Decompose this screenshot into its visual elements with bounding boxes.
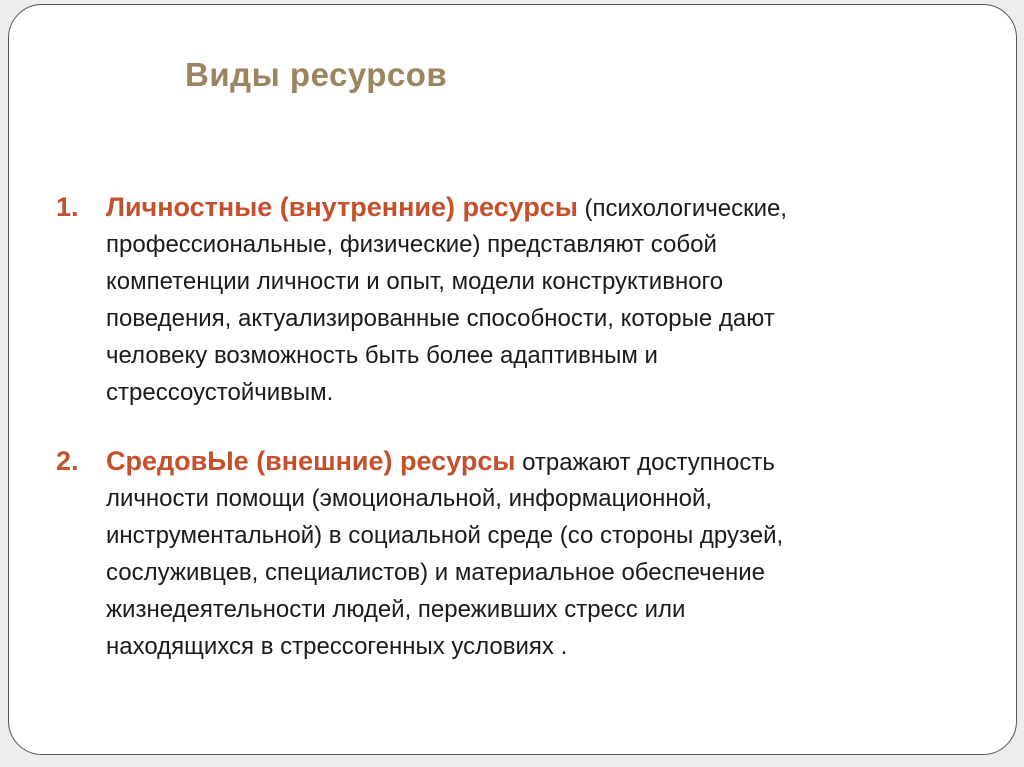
text-line	[106, 189, 906, 226]
text-line	[106, 337, 906, 374]
list-item-number: 1.	[56, 192, 79, 222]
presentation-slide	[8, 4, 1017, 755]
body-text: компетенции личности и опыт, модели конструктивного	[106, 268, 724, 295]
text-line	[106, 517, 906, 554]
list-item	[56, 443, 906, 665]
body-text: (психологические,	[577, 195, 788, 222]
text-line	[106, 480, 906, 517]
body-text: сослуживцев, специалистов) и материальное обеспечение	[106, 559, 766, 586]
body-text: поведения, актуализированные способности, которые дают	[106, 305, 775, 332]
list-item-text	[106, 189, 906, 411]
text-line	[106, 300, 906, 337]
text-line	[106, 263, 906, 300]
lead-bold-text: СредовЫе (внешние) ресурсы	[106, 446, 516, 476]
slide-title: Виды ресурсов	[185, 56, 448, 93]
text-line	[106, 443, 906, 480]
lead-bold-text: Личностные (внутренние) ресурсы	[106, 192, 578, 222]
list-item-number: 2.	[56, 446, 79, 476]
text-line	[106, 226, 906, 263]
body-text: человеку возможность быть более адаптивным и	[106, 342, 658, 369]
body-text: жизнедеятельности людей, переживших стресс или	[106, 596, 686, 623]
list-item-text	[106, 443, 906, 665]
text-line	[106, 554, 906, 591]
text-line	[106, 374, 906, 411]
body-text: находящихся в стрессогенных условиях .	[106, 633, 568, 660]
body-text: отражают доступность	[515, 449, 775, 476]
body-text: инструментальной) в социальной среде (со стороны друзей,	[106, 522, 784, 549]
list-item	[56, 189, 906, 411]
text-line	[106, 591, 906, 628]
body-text: личности помощи (эмоциональной, информационной,	[106, 485, 713, 512]
text-line	[106, 628, 906, 665]
body-text: профессиональные, физические) представляют собой	[106, 231, 717, 258]
body-text: стрессоустойчивым.	[106, 379, 334, 406]
